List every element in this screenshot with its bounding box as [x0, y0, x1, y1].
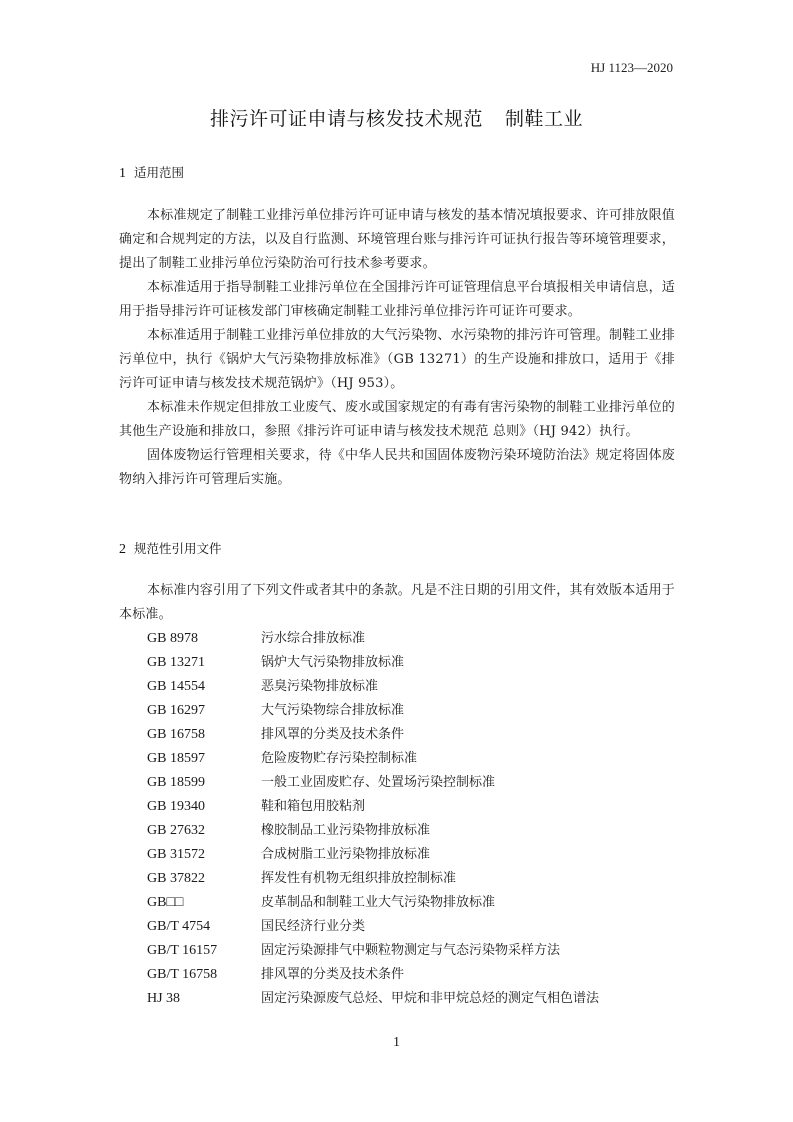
- page-title: [0, 104, 793, 131]
- reference-code: GB 18597: [147, 751, 205, 766]
- reference-item: [147, 939, 599, 963]
- reference-item: [147, 867, 599, 891]
- reference-item: [147, 819, 599, 843]
- reference-name: 合成树脂工业污染物排放标准: [261, 847, 431, 862]
- reference-item: [147, 651, 599, 675]
- reference-code: GB 16758: [147, 727, 205, 742]
- reference-code: GB/T 4754: [147, 919, 211, 934]
- reference-item: [147, 843, 599, 867]
- reference-item: [147, 747, 599, 771]
- reference-name: 固定污染源排气中颗粒物测定与气态污染物采样方法: [261, 943, 561, 958]
- reference-item: [147, 627, 599, 651]
- reference-item: [147, 987, 599, 1011]
- reference-code: GB 8978: [147, 631, 198, 646]
- reference-code: GB 18599: [147, 775, 205, 790]
- reference-item: [147, 963, 599, 987]
- paragraph: 本标准内容引用了下列文件或者其中的条款。凡是不注日期的引用文件，其有效版本适用于本标准。: [119, 583, 676, 622]
- reference-item: [147, 795, 599, 819]
- reference-name: 固定污染源废气总烃、甲烷和非甲烷总烃的测定气相色谱法: [261, 991, 600, 1006]
- reference-item: [147, 915, 599, 939]
- reference-code: GB 37822: [147, 871, 205, 886]
- reference-name: 鞋和箱包用胶粘剂: [261, 799, 366, 814]
- reference-item: [147, 723, 599, 747]
- title-main: 排污许可证申请与核发技术规范: [209, 108, 483, 130]
- reference-item: [147, 675, 599, 699]
- title-sub: 制鞋工业: [505, 108, 584, 130]
- reference-code: GB 13271: [147, 655, 205, 670]
- reference-name: 排风罩的分类及技术条件: [261, 727, 405, 742]
- reference-code: GB/T 16758: [147, 967, 218, 982]
- reference-item: [147, 699, 599, 723]
- section-2-heading: [119, 539, 222, 558]
- reference-name: 一般工业固废贮存、处置场污染控制标准: [261, 775, 496, 790]
- paragraph: 本标准适用于制鞋工业排污单位排放的大气污染物、水污染物的排污许可管理。制鞋工业排污单位中，执行《锅炉大气污染物排放标准》（GB 13271）的生产设施和排放口，适用于《排污许可证申请与核发技术规范锅炉》（HJ 953）。: [119, 328, 676, 391]
- reference-code: GB 14554: [147, 679, 205, 694]
- reference-list: [147, 627, 599, 1011]
- reference-item: [147, 891, 599, 915]
- reference-code: HJ 38: [147, 991, 181, 1006]
- reference-code: GB 16297: [147, 703, 205, 718]
- reference-name: 锅炉大气污染物排放标准: [261, 655, 405, 670]
- paragraph: 本标准适用于指导制鞋工业排污单位在全国排污许可证管理信息平台填报相关申请信息，适用于指导排污许可证核发部门审核确定制鞋工业排污单位排污许可证许可要求。: [119, 280, 676, 319]
- reference-name: 皮革制品和制鞋工业大气污染物排放标准: [261, 895, 496, 910]
- paragraph: 固体废物运行管理相关要求，待《中华人民共和国固体废物污染环境防治法》规定将固体废物纳入排污许可管理后实施。: [119, 448, 676, 487]
- reference-name: 排风罩的分类及技术条件: [261, 967, 405, 982]
- reference-name: 大气污染物综合排放标准: [261, 703, 405, 718]
- reference-name: 国民经济行业分类: [261, 919, 366, 934]
- reference-code: GB□□: [147, 895, 184, 910]
- reference-item: [147, 771, 599, 795]
- document-code: HJ 1123—2020: [590, 60, 673, 75]
- section-1-body: [119, 204, 675, 492]
- reference-code: GB/T 16157: [147, 943, 218, 958]
- paragraph: 本标准规定了制鞋工业排污单位排污许可证申请与核发的基本情况填报要求、许可排放限值确定和合规判定的方法，以及自行监测、环境管理台账与排污许可证执行报告等环境管理要求，提出了制鞋工业排污单位污染防治可行技术参考要求。: [119, 208, 676, 271]
- section-1-title: 适用范围: [134, 165, 185, 180]
- reference-name: 污水综合排放标准: [261, 631, 366, 646]
- section-2-title: 规范性引用文件: [134, 541, 222, 556]
- reference-name: 恶臭污染物排放标准: [261, 679, 379, 694]
- section-2-intro: [119, 579, 675, 627]
- section-2-number: 2: [119, 542, 126, 557]
- reference-name: 挥发性有机物无组织排放控制标准: [261, 871, 457, 886]
- section-1-number: 1: [119, 166, 126, 181]
- reference-code: GB 19340: [147, 799, 205, 814]
- reference-code: GB 31572: [147, 847, 205, 862]
- reference-name: 危险废物贮存污染控制标准: [261, 751, 418, 766]
- paragraph: 本标准未作规定但排放工业废气、废水或国家规定的有毒有害污染物的制鞋工业排污单位的其他生产设施和排放口，参照《排污许可证申请与核发技术规范 总则》（HJ 942）执行。: [119, 400, 676, 439]
- reference-name: 橡胶制品工业污染物排放标准: [261, 823, 431, 838]
- section-1-heading: [119, 163, 184, 182]
- page-number: 1: [393, 1035, 400, 1050]
- reference-code: GB 27632: [147, 823, 205, 838]
